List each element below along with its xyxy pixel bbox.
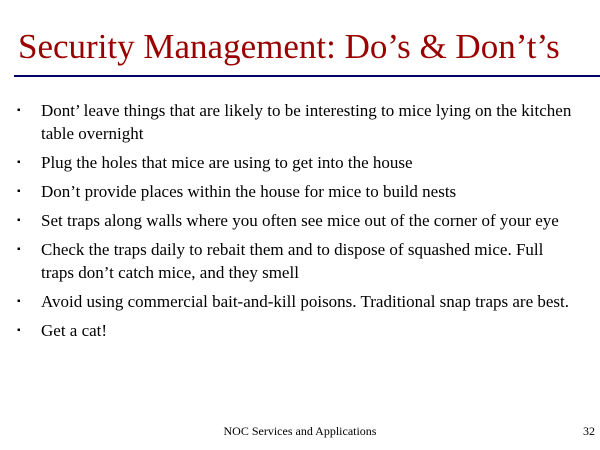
square-bullet-icon: ▪ [17,244,21,255]
footer-text: NOC Services and Applications [223,424,377,438]
square-bullet-icon: ▪ [17,105,21,116]
bullet-list [12,99,572,348]
square-bullet-icon: ▪ [17,296,21,307]
square-bullet-icon: ▪ [17,215,21,226]
bullet-text: Don’t provide places within the house for mice to build nests [41,182,457,201]
bullet-item [12,180,572,203]
square-bullet-icon: ▪ [17,186,21,197]
square-bullet-icon: ▪ [17,157,21,168]
title-divider [14,75,600,77]
bullet-item [12,99,572,145]
bullet-text: Check the traps daily to rebait them and to dispose of squashed mice. Full traps don’t catch mice, and they smell [41,240,544,282]
slide-title: Security Management: Do’s & Don’t’s [18,27,560,66]
bullet-text: Get a cat! [41,321,108,340]
bullet-text: Avoid using commercial bait-and-kill poisons. Traditional snap traps are best. [41,292,570,311]
bullet-item [12,290,572,313]
bullet-item [12,319,572,342]
bullet-text: Plug the holes that mice are using to get into the house [41,153,413,172]
page-number: 32 [583,424,595,438]
bullet-item [12,151,572,174]
square-bullet-icon: ▪ [17,325,21,336]
bullet-text: Dont’ leave things that are likely to be interesting to mice lying on the kitchen table overnight [41,101,572,143]
bullet-text: Set traps along walls where you often see mice out of the corner of your eye [41,211,559,230]
bullet-item [12,209,572,232]
bullet-item [12,238,572,284]
